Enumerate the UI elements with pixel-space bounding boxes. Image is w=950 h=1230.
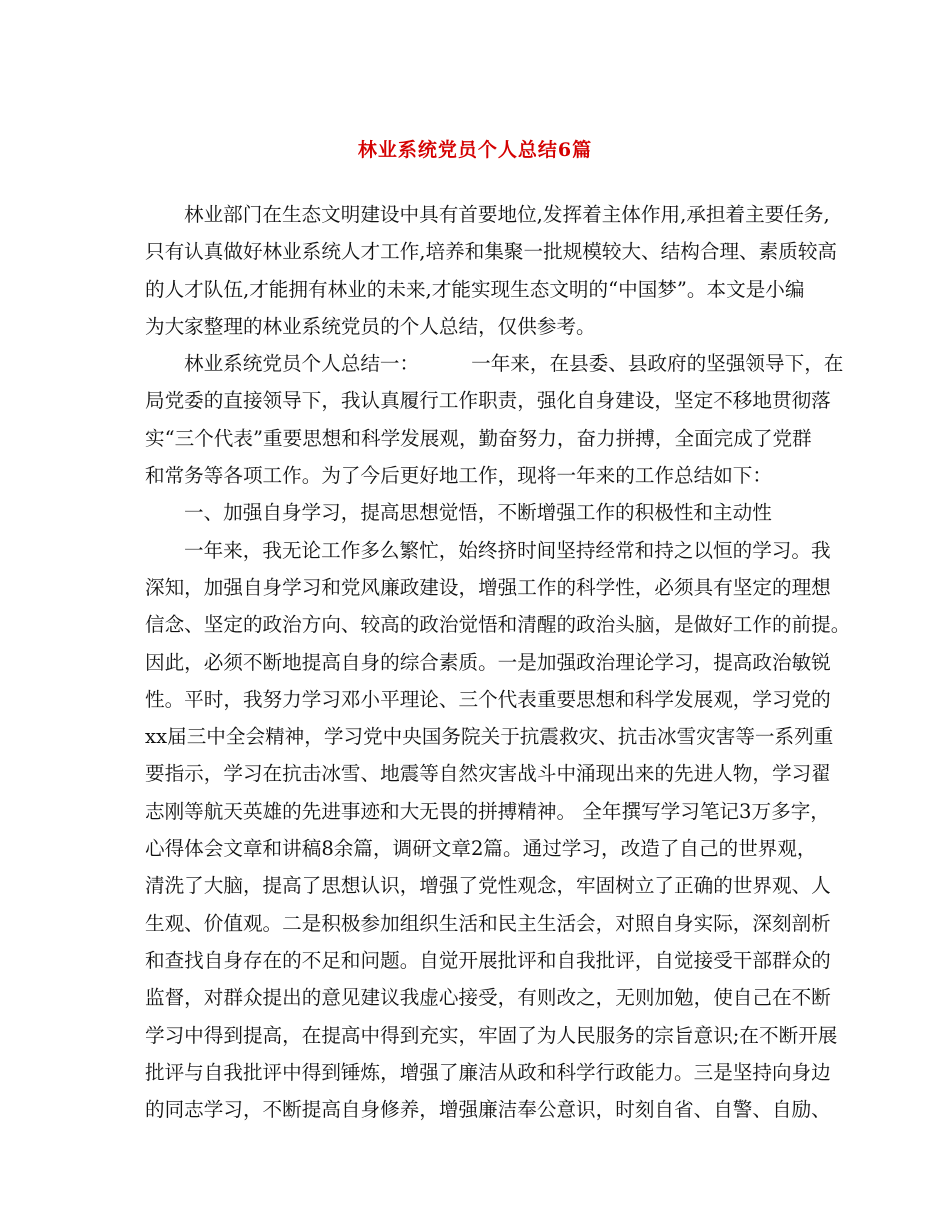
- paragraph-line: 学习中得到提高，在提高中得到充实，牢固了为人民服务的宗旨意识;在不断开展: [145, 1023, 838, 1047]
- paragraph-line: 和常务等各项工作。为了今后更好地工作，现将一年来的工作总结如下：: [145, 464, 772, 488]
- paragraph-line: 局党委的直接领导下，我认真履行工作职责，强化自身建设，坚定不移地贯彻落: [145, 389, 831, 413]
- paragraph-line: 的人才队伍,才能拥有林业的未来,才能实现生态文明的“中国梦”。本文是小编: [145, 277, 805, 301]
- paragraph-line: 监督，对群众提出的意见建议我虚心接受，有则改之，无则加勉，使自己在不断: [145, 986, 831, 1010]
- paragraph-line: [145, 345, 844, 382]
- document-title: 林业系统党员个人总结6篇: [357, 139, 593, 161]
- paragraph-line: 信念、坚定的政治方向、较高的政治觉悟和清醒的政治头脑，是做好工作的前提。: [145, 613, 851, 637]
- paragraph-line: 林业部门在生态文明建设中具有首要地位,发挥着主体作用,承担着主要任务,: [184, 203, 830, 226]
- section-heading-summary-one: 林业系统党员个人总结一：: [184, 352, 420, 376]
- paragraph-line: 志刚等航天英雄的先进事迹和大无畏的拼搏精神。 全年撰写学习笔记3万多字，: [145, 799, 830, 823]
- paragraph-text: 一年来，在县委、县政府的坚强领导下，在: [471, 352, 844, 376]
- paragraph-line: 批评与自我批评中得到锤炼，增强了廉洁从政和科学行政能力。三是坚持向身边: [145, 1060, 831, 1084]
- paragraph-line: 实“三个代表”重要思想和科学发展观，勤奋努力，奋力拼搏，全面完成了党群: [145, 426, 812, 450]
- paragraph-line: 要指示，学习在抗击冰雪、地震等自然灾害战斗中涌现出来的先进人物，学习翟: [145, 762, 831, 786]
- paragraph-line: 为大家整理的林业系统党员的个人总结，仅供参考。: [145, 314, 596, 338]
- paragraph-line: 性。平时，我努力学习邓小平理论、三个代表重要思想和科学发展观，学习党的: [145, 687, 831, 711]
- paragraph-line: 深知，加强自身学习和党风廉政建设，增强工作的科学性，必须具有坚定的理想: [145, 575, 831, 599]
- paragraph-line: 心得体会文章和讲稿8余篇，调研文章2篇。通过学习，改造了自己的世界观，: [145, 837, 817, 861]
- paragraph-line: 生观、价值观。二是积极参加组织生活和民主生活会，对照自身实际，深刻剖析: [145, 911, 831, 935]
- document-body: [145, 196, 851, 1128]
- paragraph-line: 的同志学习，不断提高自身修养，增强廉洁奉公意识，时刻自省、自警、自励、: [145, 1098, 831, 1122]
- paragraph-line: xx届三中全会精神，学习党中央国务院关于抗震救灾、抗击冰雪灾害等一系列重: [145, 725, 834, 749]
- paragraph-line: 只有认真做好林业系统人才工作,培养和集聚一批规模较大、结构合理、素质较高: [145, 240, 838, 264]
- paragraph-line: 和查找自身存在的不足和问题。自觉开展批评和自我批评，自觉接受干部群众的: [145, 948, 831, 972]
- paragraph-line: 清洗了大脑，提高了思想认识，增强了党性观念，牢固树立了正确的世界观、人: [145, 874, 831, 898]
- paragraph-line: 一年来，我无论工作多么繁忙，始终挤时间坚持经常和持之以恒的学习。我: [184, 538, 831, 562]
- paragraph-line: 因此，必须不断地提高自身的综合素质。一是加强政治理论学习，提高政治敏锐: [145, 650, 831, 674]
- subheading-line: 一、加强自身学习，提高思想觉悟，不断增强工作的积极性和主动性: [184, 501, 772, 525]
